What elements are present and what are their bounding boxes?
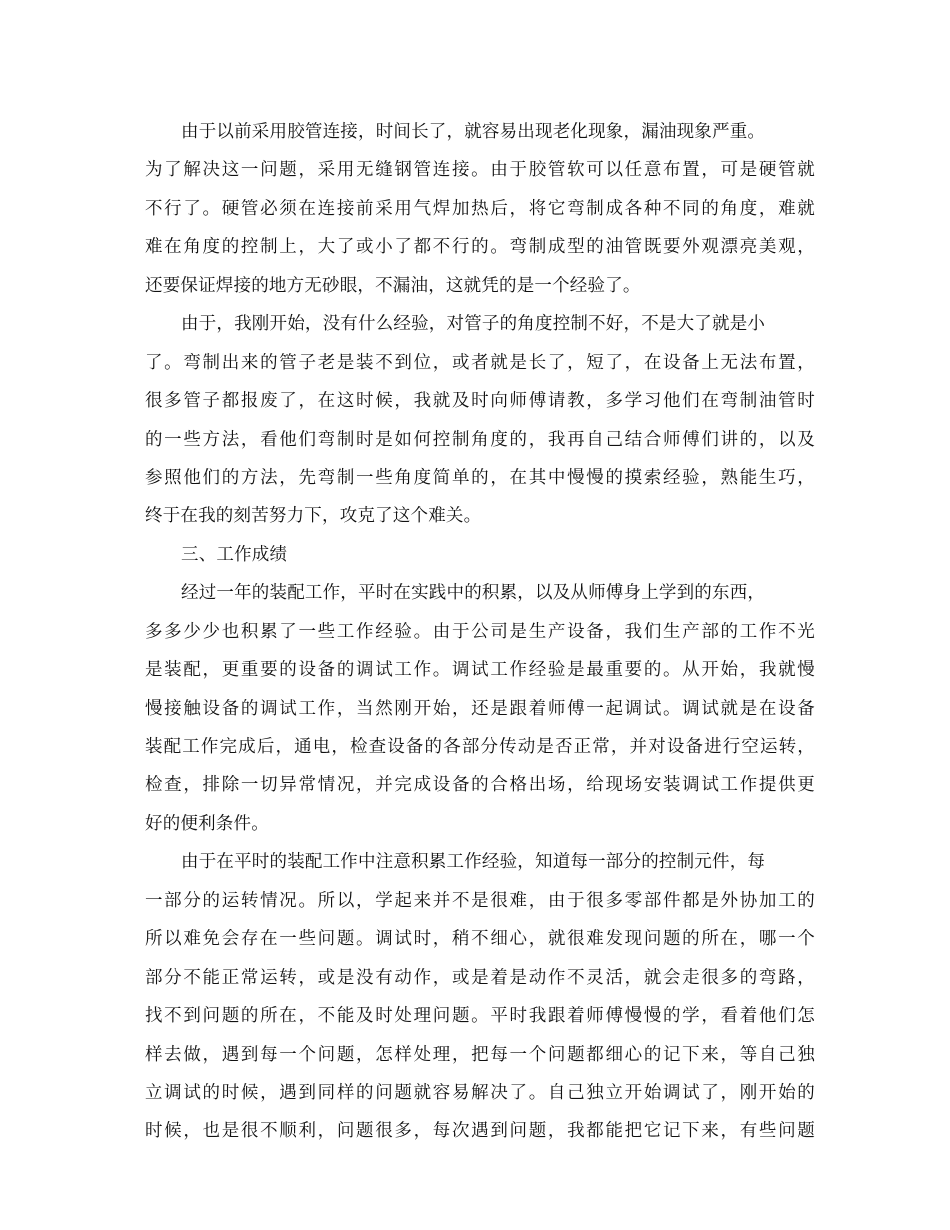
paragraph-line: 找不到问题的所在，不能及时处理问题。平时我跟着师傅慢慢的学，看着他们怎: [145, 1006, 815, 1027]
paragraph-line: 为了解决这一问题，采用无缝钢管连接。由于胶管软可以任意布置，可是硬管就: [145, 160, 815, 181]
body-text: [145, 113, 815, 1151]
paragraph-line: 多多少少也积累了一些工作经验。由于公司是生产设备，我们生产部的工作不光: [145, 621, 815, 642]
paragraph-line: 很多管子都报废了，在这时候，我就及时向师傅请教，多学习他们在弯制油管时: [145, 391, 815, 412]
paragraph-line: 装配工作完成后，通电，检查设备的各部分传动是否正常，并对设备进行空运转，: [145, 737, 815, 757]
paragraph-line: 由于在平时的装配工作中注意积累工作经验，知道每一部分的控制元件，每: [181, 852, 766, 873]
paragraph-line: 是装配，更重要的设备的调试工作。调试工作经验是最重要的。从开始，我就慢: [145, 660, 815, 681]
paragraph-line: 一部分的运转情况。所以，学起来并不是很难，由于很多零部件都是外协加工的: [145, 890, 815, 911]
paragraph-line: 参照他们的方法，先弯制一些角度简单的，在其中慢慢的摸索经验，熟能生巧，: [145, 467, 815, 488]
paragraph-line: 还要保证焊接的地方无砂眼，不漏油，这就凭的是一个经验了。: [145, 275, 641, 296]
paragraph-line: 终于在我的刻苦努力下，攻克了这个难关。: [145, 506, 482, 527]
paragraph-line: 好的便利条件。: [145, 813, 269, 834]
paragraph-line: 时候，也是很不顺利，问题很多，每次遇到问题，我都能把它记下来，有些问题: [145, 1121, 815, 1142]
paragraph-line: 所以难免会存在一些问题。调试时，稍不细心，就很难发现问题的所在，哪一个: [145, 929, 815, 950]
paragraph-line: 慢接触设备的调试工作，当然刚开始，还是跟着师傅一起调试。调试就是在设备: [145, 698, 815, 719]
section-heading: 三、工作成绩: [181, 544, 288, 565]
paragraph-line: 样去做，遇到每一个问题，怎样处理，把每一个问题都细心的记下来，等自己独: [145, 1044, 815, 1065]
paragraph-line: 检查，排除一切异常情况，并完成设备的合格出场，给现场安装调试工作提供更: [145, 775, 815, 796]
paragraph-line: 难在角度的控制上，大了或小了都不行的。弯制成型的油管既要外观漂亮美观，: [145, 237, 815, 258]
paragraph-line: 的一些方法，看他们弯制时是如何控制角度的，我再自己结合师傅们讲的，以及: [145, 429, 815, 450]
paragraph-line: 由于，我刚开始，没有什么经验，对管子的角度控制不好，不是大了就是小: [181, 314, 766, 335]
paragraph-line: 经过一年的装配工作，平时在实践中的积累，以及从师傅身上学到的东西，: [181, 583, 766, 604]
paragraph-line: 由于以前采用胶管连接，时间长了，就容易出现老化现象，漏油现象严重。: [181, 122, 766, 142]
paragraph-line: 了。弯制出来的管子老是装不到位，或者就是长了，短了，在设备上无法布置，: [145, 352, 815, 373]
paragraph-line: 立调试的时候，遇到同样的问题就容易解决了。自己独立开始调试了，刚开始的: [145, 1082, 815, 1103]
paragraph-line: 部分不能正常运转，或是没有动作，或是着是动作不灵活，就会走很多的弯路，: [145, 967, 815, 988]
paragraph-line: 不行了。硬管必须在连接前采用气焊加热后，将它弯制成各种不同的角度，难就: [145, 198, 815, 219]
